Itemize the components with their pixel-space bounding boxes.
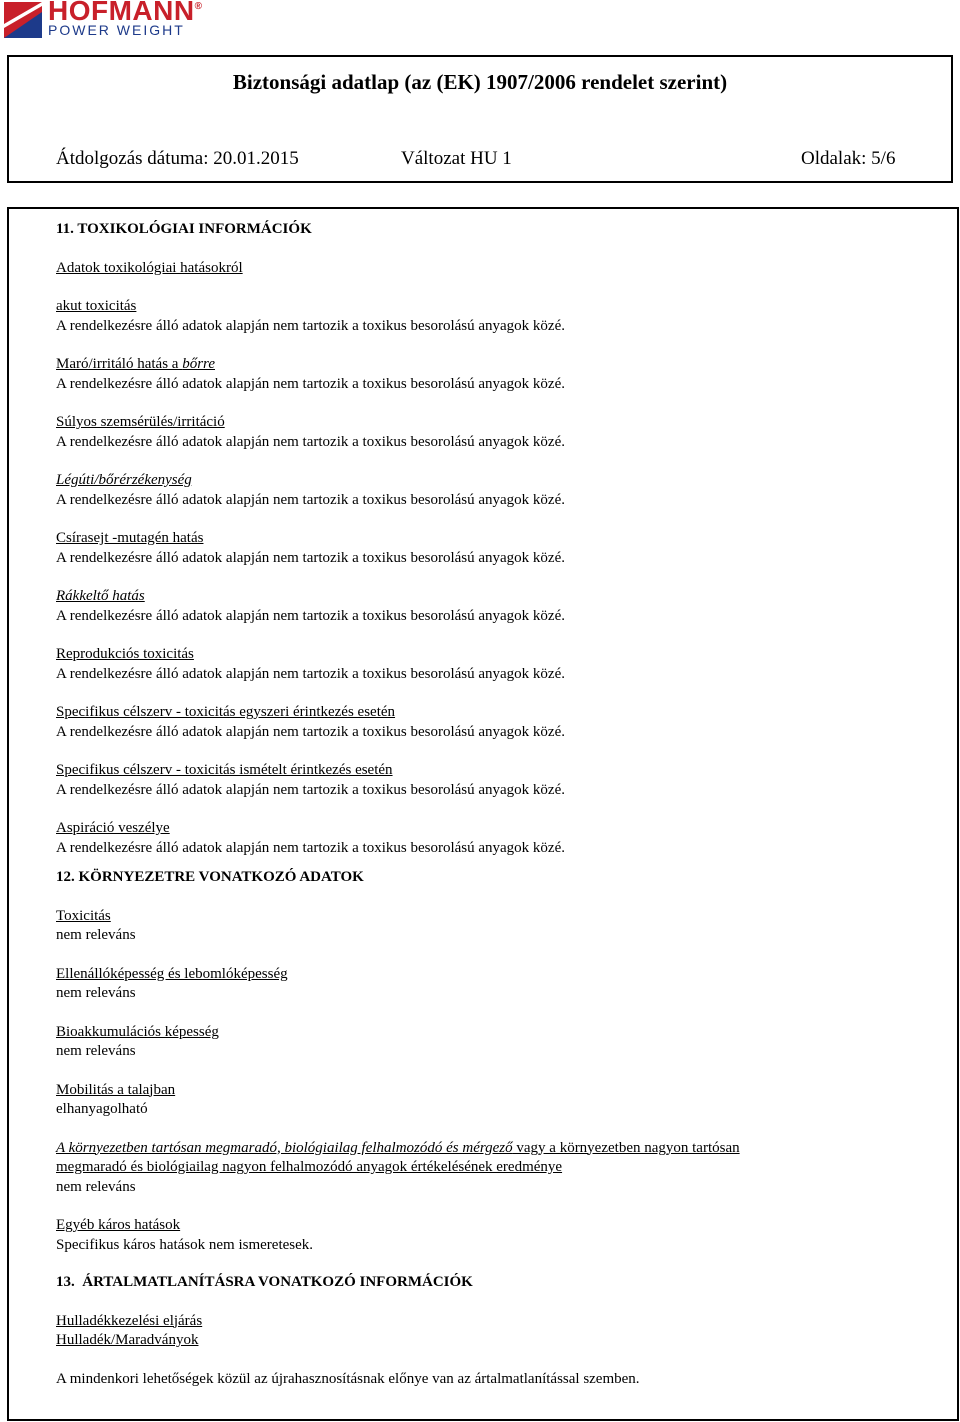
tox-item-text: A rendelkezésre álló adatok alapján nem tartozik a toxikus besorolású anyagok közé. [56, 375, 565, 392]
tox-item-skin [56, 355, 947, 394]
tox-item-text: A rendelkezésre álló adatok alapján nem tartozik a toxikus besorolású anyagok közé. [56, 781, 565, 798]
section-13-heading-block [56, 1273, 947, 1293]
tox-item-label: Súlyos szemsérülés/irritáció [56, 414, 225, 430]
hofmann-logo [4, 0, 214, 42]
env-item-label: Egyéb káros hatások [56, 1217, 181, 1233]
section-13-title: 13. ÁRTALMATLANÍTÁSRA VONATKOZÓ INFORMÁCIÓK [56, 1274, 473, 1290]
env-item-label-continued: megmaradó és biológiailag nagyon felhalmozódó anyagok értékelésének eredménye [56, 1159, 563, 1175]
tox-item-mutagenicity [56, 529, 947, 568]
env-item-mobility [56, 1081, 947, 1120]
tox-item-label: akut toxicitás [56, 298, 137, 314]
env-item-label: Bioakkumulációs képesség [56, 1023, 219, 1040]
tox-item-sensitisation [56, 471, 947, 510]
env-item-text: nem releváns [56, 1043, 136, 1059]
disposal-text: A mindenkori lehetőségek közül az újrahasznosításnak előnye van az ártalmatlanítással szemben. [56, 1370, 640, 1387]
page-counter: Oldalak: 5/6 [801, 148, 896, 169]
document-body [7, 207, 959, 1421]
tox-item-stot-single [56, 703, 947, 742]
brand-subtitle: POWER WEIGHT [48, 22, 185, 38]
tox-item-acute [56, 297, 947, 336]
env-item-text: nem releváns [56, 927, 136, 943]
env-item-bioaccumulation [56, 1023, 947, 1062]
tox-item-label: Specifikus célszerv - toxicitás ismételt érintkezés esetén [56, 762, 393, 778]
document-title: Biztonsági adatlap (az (EK) 1907/2006 rendelet szerint) [232, 70, 728, 94]
tox-item-label: Reprodukciós toxicitás [56, 646, 194, 662]
version-label: Változat HU 1 [401, 148, 512, 169]
tox-item-text: A rendelkezésre álló adatok alapján nem tartozik a toxikus besorolású anyagok közé. [56, 839, 565, 856]
tox-item-text: A rendelkezésre álló adatok alapján nem tartozik a toxikus besorolású anyagok közé. [56, 665, 565, 682]
tox-item-label: Csírasejt -mutagén hatás [56, 530, 204, 546]
env-item-text: elhanyagolható [56, 1101, 148, 1117]
section-11-subtitle-block [56, 259, 947, 279]
section-11-subtitle: Adatok toxikológiai hatásokról [56, 259, 243, 276]
tox-item-label: Rákkeltő hatás [56, 588, 145, 604]
tox-item-stot-repeated [56, 761, 947, 800]
tox-item-text: A rendelkezésre álló adatok alapján nem tartozik a toxikus besorolású anyagok közé. [56, 317, 565, 334]
disposal-text-block [56, 1370, 947, 1390]
disposal-labels [56, 1312, 947, 1351]
tox-item-label: Specifikus célszerv - toxicitás egyszeri érintkezés esetén [56, 704, 396, 720]
tox-item-carcinogenicity [56, 587, 947, 626]
tox-item-eye [56, 413, 947, 452]
tox-item-text: A rendelkezésre álló adatok alapján nem tartozik a toxikus besorolású anyagok közé. [56, 723, 565, 740]
tox-item-text: A rendelkezésre álló adatok alapján nem tartozik a toxikus besorolású anyagok közé. [56, 433, 565, 450]
tox-item-text: A rendelkezésre álló adatok alapján nem tartozik a toxikus besorolású anyagok közé. [56, 549, 565, 566]
env-item-persistence [56, 965, 947, 1004]
hofmann-logo-icon [4, 2, 42, 38]
section-12-title: 12. KÖRNYEZETRE VONATKOZÓ ADATOK [56, 869, 364, 885]
env-item-text: nem releváns [56, 1178, 136, 1195]
disposal-method-label: Hulladékkezelési eljárás [56, 1312, 203, 1329]
tox-item-label: Maró/irritáló hatás a bőrre [56, 356, 215, 372]
env-item-pbt [56, 1139, 947, 1198]
brand-name: HOFMANN® [48, 0, 203, 26]
waste-residues-label: Hulladék/Maradványok [56, 1332, 199, 1348]
env-item-label: Mobilitás a talajban [56, 1081, 176, 1098]
tox-item-reproductive [56, 645, 947, 684]
env-item-text: Specifikus káros hatások nem ismeretesek. [56, 1236, 314, 1253]
tox-item-label: Légúti/bőrérzékenység [56, 472, 192, 488]
tox-item-text: A rendelkezésre álló adatok alapján nem tartozik a toxikus besorolású anyagok közé. [56, 491, 565, 508]
tox-item-label: Aspiráció veszélye [56, 820, 170, 836]
section-11-heading-block [56, 220, 947, 240]
tox-item-text: A rendelkezésre álló adatok alapján nem tartozik a toxikus besorolású anyagok közé. [56, 607, 565, 624]
section-12-heading-block [56, 868, 947, 888]
section-11-title: 11. TOXIKOLÓGIAI INFORMÁCIÓK [56, 221, 312, 237]
env-item-label: A környezetben tartósan megmaradó, biológiailag felhalmozódó és mérgező vagy a környezetben nagyon tartósan [56, 1139, 740, 1156]
env-item-other [56, 1216, 947, 1255]
env-item-text: nem releváns [56, 985, 136, 1001]
revision-date: Átdolgozás dátuma: 20.01.2015 [56, 148, 299, 169]
document-header [7, 55, 953, 183]
env-item-toxicity [56, 907, 947, 946]
tox-item-aspiration [56, 819, 947, 858]
env-item-label: Ellenállóképesség és lebomlóképesség [56, 965, 288, 982]
env-item-label: Toxicitás [56, 907, 111, 924]
